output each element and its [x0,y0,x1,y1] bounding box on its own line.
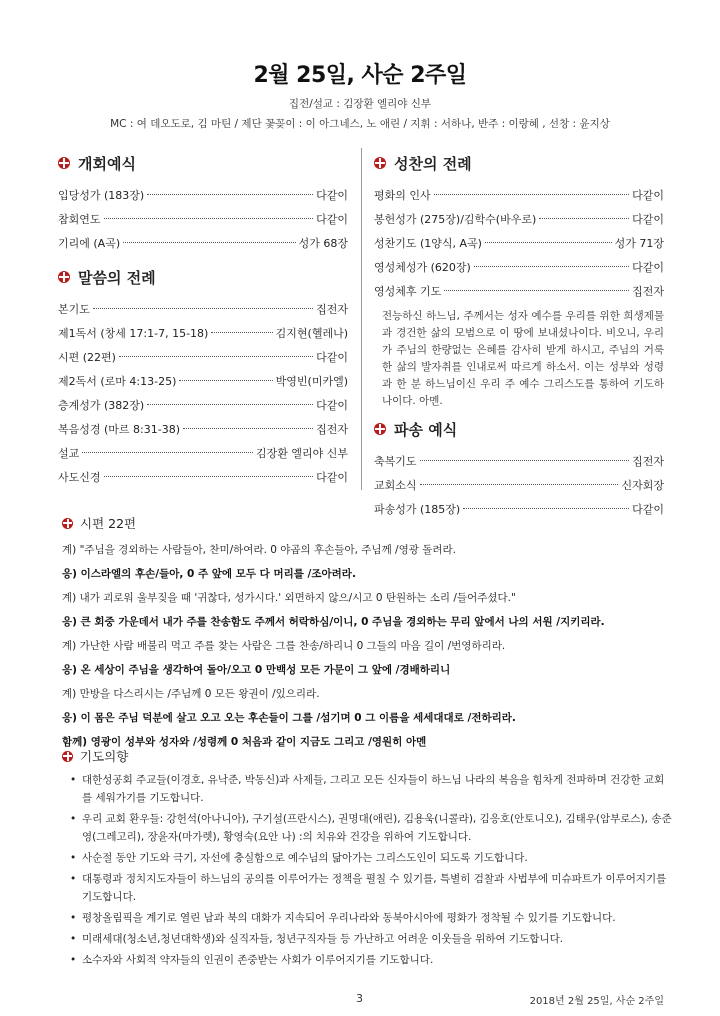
order-item-label: 영성체후 기도 [374,285,442,298]
officiant-credits: 집전/설교 : 김장환 엘리야 신부 [288,98,432,110]
psalm-line: 응) 큰 회중 가운데서 내가 주를 찬송함도 주께서 허락하심/이니, 0 주님을 경외하는 무리 앞에서 나의 서원 /지키리라. [62,616,605,628]
intention-item: • 미래세대(청소년,청년대학생)와 실직자들, 청년구직자들 등 가난하고 어려운 이웃들을 위하여 기도합니다. [72,930,672,948]
order-item-label: 입당성가 (183장) [58,189,145,202]
order-row [374,280,664,304]
intention-item: • 대한성공회 주교들(이경호, 유낙준, 박동신)과 사제들, 그리고 모든 신자들이 하느님 나라의 복음을 힘차게 전파하며 건강한 교회를 세워가기를 기도합니다. [72,771,672,807]
dot-leader [444,289,629,291]
cross-icon [62,518,73,529]
psalm-heading [62,514,672,532]
order-item-label: 축복기도 [374,455,417,468]
order-item-label: 복음성경 (마르 8:31-38) [58,423,180,436]
order-item-label: 사도신경 [58,471,101,484]
order-row [58,418,348,442]
order-item-performer: 다같이 [316,351,348,364]
order-item-label: 설교 [58,447,80,460]
section-title: 말씀의 전례 [78,268,156,287]
order-row [374,232,664,256]
order-row [58,394,348,418]
order-item-label: 층계성가 (382장) [58,399,145,412]
prayer-intentions-section [62,747,672,972]
dot-leader [463,507,629,509]
intention-item: • 소수자와 사회적 약자들의 인권이 존중받는 사회가 이루어지기를 기도합니다. [72,951,672,969]
page-title: 2월 25일, 사순 2주일 [253,63,467,88]
psalm-line: 응) 이 몸은 주님 덕분에 살고 오고 오는 후손들이 그를 /섬기며 0 그 이름을 세세대대로 /전하리라. [62,712,516,724]
order-item-label: 봉헌성가 (275장)/김학수(바우로) [374,213,537,226]
cross-icon [374,157,386,169]
order-item-performer: 다같이 [632,189,664,202]
dot-leader [147,193,313,195]
dot-leader [82,451,253,453]
dot-leader [179,379,272,381]
section-heading-dismissal [374,418,664,440]
order-row [58,208,348,232]
order-item-performer: 다같이 [316,471,348,484]
dot-leader [104,217,314,219]
order-item-performer: 다같이 [632,213,664,226]
order-row [374,450,664,474]
intention-item: • 대통령과 정치지도자들이 하느님의 공의를 이루어가는 정책을 펼칠 수 있기를, 특별히 검찰과 사법부에 미슈파트가 이루어지기를 기도합니다. [72,870,672,906]
order-item-performer: 집전자 [316,423,348,436]
dot-leader [539,217,629,219]
psalm-line: 계) 만방을 다스리시는 /주님께 0 모든 왕권이 /있으리라. [62,688,320,700]
order-row [374,184,664,208]
order-row [374,208,664,232]
order-item-performer: 신자회장 [621,479,664,492]
order-row [58,184,348,208]
section-title: 개회예식 [78,154,136,173]
intentions-heading [62,747,672,765]
section-heading-word [58,266,348,288]
order-item-label: 제1독서 (창세 17:1-7, 15-18) [58,327,209,340]
dot-leader [485,241,612,243]
order-item-performer: 집전자 [316,303,348,316]
left-column [58,148,348,490]
order-item-performer: 다같이 [632,261,664,274]
order-item-label: 파송성가 (185장) [374,503,461,516]
order-item-performer: 박영빈(미카엘) [275,375,348,388]
word-rows [58,298,348,490]
cross-icon [374,423,386,435]
psalm-line: 계) 가난한 사람 배불리 먹고 주를 찾는 사람은 그를 찬송/하리니 0 그들의 마음 길이 /번영하리라. [62,640,506,652]
order-item-label: 교회소식 [374,479,417,492]
section-heading-opening [58,152,348,174]
post-communion-prayer: 전능하신 하느님, 주께서는 성자 예수를 우리를 위한 희생제물과 경건한 삶의 모범으로 이 땅에 보내셨나이다. 비오니, 우리가 주님의 한량없는 은혜를 감사히 받게 하시고, 주님의 거룩한 삶의 발자취를 인내로써 따르게 하소서. 이는 성부와 성령과 한 분 하느님이신 우리 주 예수 그리스도를 통하여 기도하나이다. 아멘. [382,310,664,407]
dot-leader [211,331,272,333]
psalm-lines [62,538,672,754]
order-row [58,298,348,322]
order-item-performer: 성가 71장 [614,237,664,250]
page-number: 3 [356,992,363,1005]
intentions-title: 기도의향 [80,749,129,764]
order-item-performer: 집전자 [632,455,664,468]
cross-icon [58,157,70,169]
psalm-line: 계) "주님을 경외하는 사람들아, 찬미/하여라. 0 야곱의 후손들아, 주님께 /영광 돌려라. [62,544,456,556]
footer-date: 2018년 2월 25일, 사순 2주일 [529,996,664,1007]
dot-leader [183,427,313,429]
order-row [374,256,664,280]
order-item-performer: 다같이 [316,399,348,412]
order-item-performer: 집전자 [632,285,664,298]
order-item-label: 본기도 [58,303,90,316]
order-item-performer: 다같이 [316,189,348,202]
dot-leader [474,265,629,267]
order-row [58,442,348,466]
order-item-performer: 김장환 엘리야 신부 [255,447,348,460]
order-item-label: 영성체성가 (620장) [374,261,471,274]
order-row [374,474,664,498]
dot-leader [104,475,314,477]
dot-leader [434,193,629,195]
intentions-list [62,771,672,969]
order-item-label: 평화의 인사 [374,189,431,202]
intention-item: • 평창올림픽을 계기로 열린 남과 북의 대화가 지속되어 우리나라와 동북아시아에 평화가 정착될 수 있기를 기도합니다. [72,909,672,927]
dot-leader [93,307,313,309]
dismissal-rows [374,450,664,522]
order-row [58,322,348,346]
psalm-section [62,514,672,754]
section-heading-eucharist [374,152,664,174]
ministry-credits: MC : 여 데오도로, 김 마틴 / 제단 꽃꽂이 : 이 아그네스, 노 애린 / 지휘 : 서하나, 반주 : 이랑혜 , 선창 : 윤지상 [110,118,610,130]
right-column [374,148,664,522]
cross-icon [58,271,70,283]
psalm-line: 응) 온 세상이 주님을 생각하여 돌아/오고 0 만백성 모든 가문이 그 앞에 /경배하리니 [62,664,451,676]
order-item-label: 시편 (22편) [58,351,116,364]
dot-leader [119,355,313,357]
cross-icon [62,751,73,762]
intention-item: • 사순절 동안 기도와 극기, 자선에 충실함으로 예수님의 닮아가는 그리스도인이 되도록 기도합니다. [72,849,672,867]
order-item-performer: 다같이 [316,213,348,226]
order-item-performer: 다같이 [632,503,664,516]
order-item-label: 참회연도 [58,213,101,226]
opening-rows [58,184,348,256]
psalm-title: 시편 22편 [80,516,137,531]
column-divider [361,148,362,490]
dot-leader [420,459,630,461]
order-row [58,370,348,394]
order-item-label: 기리에 (A곡) [58,237,121,250]
eucharist-rows [374,184,664,304]
order-item-performer: 김지현(헬레나) [275,327,348,340]
order-row [58,346,348,370]
psalm-line: 응) 이스라엘의 후손/들아, 0 주 앞에 모두 다 머리를 /조아려라. [62,568,356,580]
section-title: 파송 예식 [394,420,458,439]
order-item-label: 성찬기도 (1양식, A곡) [374,237,482,250]
dot-leader [147,403,313,405]
dot-leader [123,241,296,243]
psalm-line: 계) 내가 괴로워 울부짖을 때 '귀찮다, 성가시다.' 외면하지 않으/시고 0 탄원하는 소리 /들어주셨다." [62,592,516,604]
psalm-line: 함께) 영광이 성부와 성자와 /성령께 0 처음과 같이 지금도 그리고 /영원히 아멘 [62,736,427,748]
dot-leader [420,483,619,485]
order-row [58,466,348,490]
order-row [58,232,348,256]
section-title: 성찬의 전례 [394,154,472,173]
order-item-label: 제2독서 (로마 4:13-25) [58,375,177,388]
intention-item: • 우리 교회 환우들: 강헌석(아나니아), 구기설(프란시스), 권명대(애린), 김용욱(니콜라), 김응호(안토니오), 김태우(암부로스), 송준영(그레고리), 장윤자(마가렛), 황영숙(요안 나) :의 치유와 건강을 위하여 기도합니다. [72,810,672,846]
order-item-performer: 성가 68장 [298,237,348,250]
